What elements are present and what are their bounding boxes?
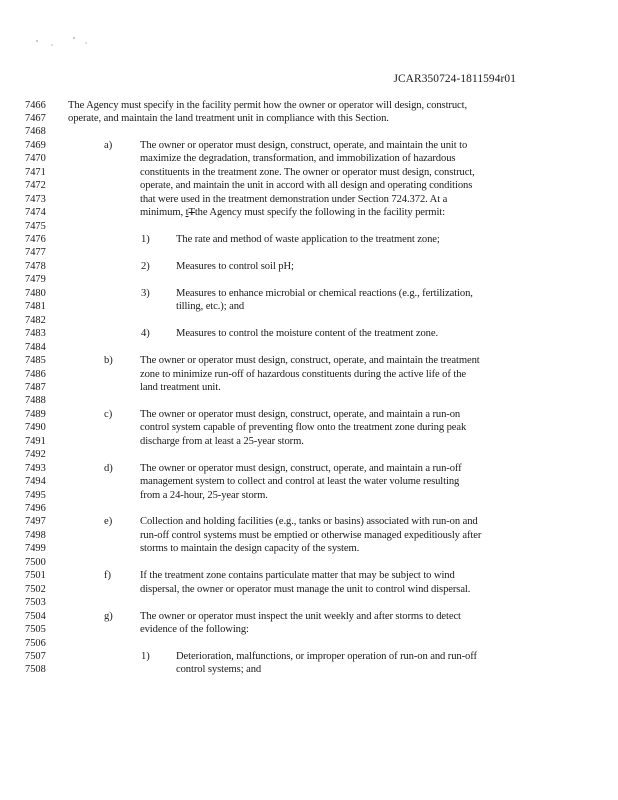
- line-text: The owner or operator must design, construct, operate, and maintain the unit to: [140, 139, 468, 151]
- line-text: zone to minimize run-off of hazardous constituents during the active life of the: [140, 368, 466, 380]
- line-number: 7503: [25, 597, 46, 609]
- line-number: 7471: [25, 166, 46, 178]
- document-line: [0, 637, 618, 650]
- document-line: [0, 435, 618, 448]
- document-line: [0, 166, 618, 179]
- document-line: [0, 650, 618, 663]
- document-line: [0, 193, 618, 206]
- document-line: [0, 583, 618, 596]
- line-text: The rate and method of waste application to the treatment zone;: [176, 234, 440, 245]
- line-text: The Agency must specify in the facility permit how the owner or operator will design, construct,: [68, 99, 468, 111]
- line-text: maximize the degradation, transformation, and immobilization of hazardous: [140, 153, 456, 165]
- line-number: 7487: [25, 381, 46, 393]
- scan-specks: [34, 36, 94, 50]
- line-text: from a 24-hour, 25-year storm.: [140, 489, 268, 501]
- line-text: tilling, etc.); and: [176, 301, 245, 313]
- line-number: 7489: [25, 408, 46, 420]
- line-text: If the treatment zone contains particulate matter that may be subject to wind: [140, 570, 455, 582]
- document-line: [0, 515, 618, 528]
- document-line: [0, 327, 618, 340]
- document-line: [0, 394, 618, 407]
- document-line: [0, 206, 618, 219]
- line-number: 7485: [25, 355, 46, 367]
- document-line: [0, 448, 618, 461]
- line-number: 7495: [25, 489, 46, 501]
- item-label: 1): [141, 650, 150, 662]
- document-line: [0, 529, 618, 542]
- line-number: 7493: [25, 462, 46, 474]
- line-number: 7496: [25, 503, 46, 514]
- document-line: [0, 596, 618, 609]
- document-line: [0, 368, 618, 381]
- document-line: [0, 542, 618, 555]
- line-number: 7488: [25, 395, 46, 407]
- line-number: 7486: [25, 368, 46, 380]
- document-line: [0, 341, 618, 354]
- inserted-text: t: [185, 207, 189, 219]
- document-line: [0, 663, 618, 676]
- line-number: 7477: [25, 247, 46, 259]
- document-line: [0, 152, 618, 165]
- document-line: [0, 246, 618, 259]
- document-line: [0, 569, 618, 582]
- line-text: management system to collect and control at least the water volume resulting: [140, 476, 460, 488]
- line-number: 7480: [25, 287, 46, 299]
- line-text: control system capable of preventing flow onto the treatment zone during peak: [140, 422, 467, 434]
- document-line: [0, 260, 618, 273]
- line-text: run-off control systems must be emptied or otherwise managed expeditiously after: [140, 529, 482, 541]
- line-number: 7502: [25, 583, 46, 595]
- document-line: [0, 220, 618, 233]
- line-number: 7478: [25, 260, 46, 272]
- deleted-text: T: [188, 207, 195, 219]
- document-line: [0, 233, 618, 246]
- line-number: 7469: [25, 139, 46, 151]
- document-line: [0, 179, 618, 192]
- line-text: dispersal, the owner or operator must manage the unit to control wind dispersal.: [140, 583, 471, 595]
- line-number: 7490: [25, 422, 46, 434]
- document-line: [0, 381, 618, 394]
- line-text: evidence of the following:: [140, 624, 249, 636]
- document-line: [0, 354, 618, 367]
- line-text: Measures to enhance microbial or chemical reactions (e.g., fertilization,: [176, 287, 473, 299]
- line-number: 7501: [25, 570, 46, 582]
- line-number: 7508: [25, 664, 46, 676]
- item-label: b): [104, 355, 113, 367]
- line-number: 7507: [25, 650, 46, 662]
- line-number: 7479: [25, 274, 46, 286]
- line-text: control systems; and: [176, 664, 262, 676]
- document-line: [0, 408, 618, 421]
- document-line: [0, 556, 618, 569]
- line-text: constituents in the treatment zone. The owner or operator must design, construct,: [140, 166, 475, 178]
- document-line: [0, 139, 618, 152]
- line-text: discharge from at least a 25-year storm.: [140, 435, 304, 447]
- line-number: 7472: [25, 180, 46, 192]
- line-number: 7504: [25, 610, 46, 622]
- document-line: [0, 623, 618, 636]
- item-label: f): [104, 570, 112, 582]
- item-label: a): [104, 139, 113, 151]
- document-line: [0, 112, 618, 125]
- document-line: [0, 287, 618, 300]
- document-line: [0, 421, 618, 434]
- line-text: storms to maintain the design capacity of the system.: [140, 543, 360, 555]
- line-text: The owner or operator must design, construct, operate, and maintain the treatment: [140, 355, 480, 367]
- line-number: 7482: [25, 314, 46, 326]
- line-number: 7506: [25, 637, 46, 649]
- line-number: 7473: [25, 193, 46, 205]
- line-number: 7491: [25, 435, 46, 447]
- line-number: 7481: [25, 301, 46, 313]
- line-text: The owner or operator must design, construct, operate, and maintain a run-on: [140, 408, 461, 420]
- line-text: Measures to control soil pH;: [176, 260, 294, 272]
- line-text: Measures to control the moisture content of the treatment zone.: [176, 328, 438, 340]
- item-label: d): [104, 462, 113, 474]
- document-line: [0, 475, 618, 488]
- line-number: 7499: [25, 543, 46, 555]
- line-number: 7500: [25, 556, 46, 568]
- line-number: 7494: [25, 476, 46, 488]
- item-label: c): [104, 408, 113, 420]
- line-text: The owner or operator must design, construct, operate, and maintain a run-off: [140, 462, 462, 474]
- item-label: 1): [141, 234, 150, 245]
- line-text: operate, and maintain the unit in accord with all design and operating conditions: [140, 180, 473, 192]
- line-number: 7474: [25, 207, 46, 219]
- document-line: [0, 502, 618, 515]
- document-line: [0, 462, 618, 475]
- line-text: Collection and holding facilities (e.g., tanks or basins) associated with run-on and: [140, 516, 478, 528]
- line-number: 7497: [25, 516, 46, 528]
- line-number: 7466: [25, 99, 46, 111]
- document-line: [0, 273, 618, 286]
- item-label: 3): [141, 287, 150, 299]
- document-line: [0, 489, 618, 502]
- line-number: 7475: [25, 220, 46, 232]
- item-label: g): [104, 610, 113, 622]
- line-number: 7468: [25, 126, 46, 138]
- line-number: 7476: [25, 234, 46, 245]
- line-number: 7484: [25, 341, 46, 353]
- line-number: 7492: [25, 449, 46, 461]
- item-label: e): [104, 516, 113, 528]
- document-line: [0, 610, 618, 623]
- item-label: 4): [141, 328, 150, 340]
- document-id: JCAR350724-1811594r01: [393, 73, 516, 85]
- line-text: minimum, tTthe Agency must specify the following in the facility permit:: [140, 207, 445, 219]
- item-label: 2): [141, 260, 150, 272]
- line-text: operate, and maintain the land treatment unit in compliance with this Section.: [68, 112, 389, 124]
- line-number: 7498: [25, 529, 46, 541]
- line-text: The owner or operator must inspect the unit weekly and after storms to detect: [140, 610, 461, 622]
- line-number: 7505: [25, 624, 46, 636]
- line-number: 7470: [25, 153, 46, 165]
- line-text: that were used in the treatment demonstration under Section 724.372. At a: [140, 193, 448, 205]
- line-text: land treatment unit.: [140, 381, 221, 393]
- line-number: 7483: [25, 328, 46, 340]
- line-number: 7467: [25, 112, 46, 124]
- document-line: [0, 125, 618, 138]
- document-line: [0, 300, 618, 313]
- document-line: [0, 314, 618, 327]
- line-text: Deterioration, malfunctions, or improper operation of run-on and run-off: [176, 650, 477, 662]
- document-line: [0, 99, 618, 112]
